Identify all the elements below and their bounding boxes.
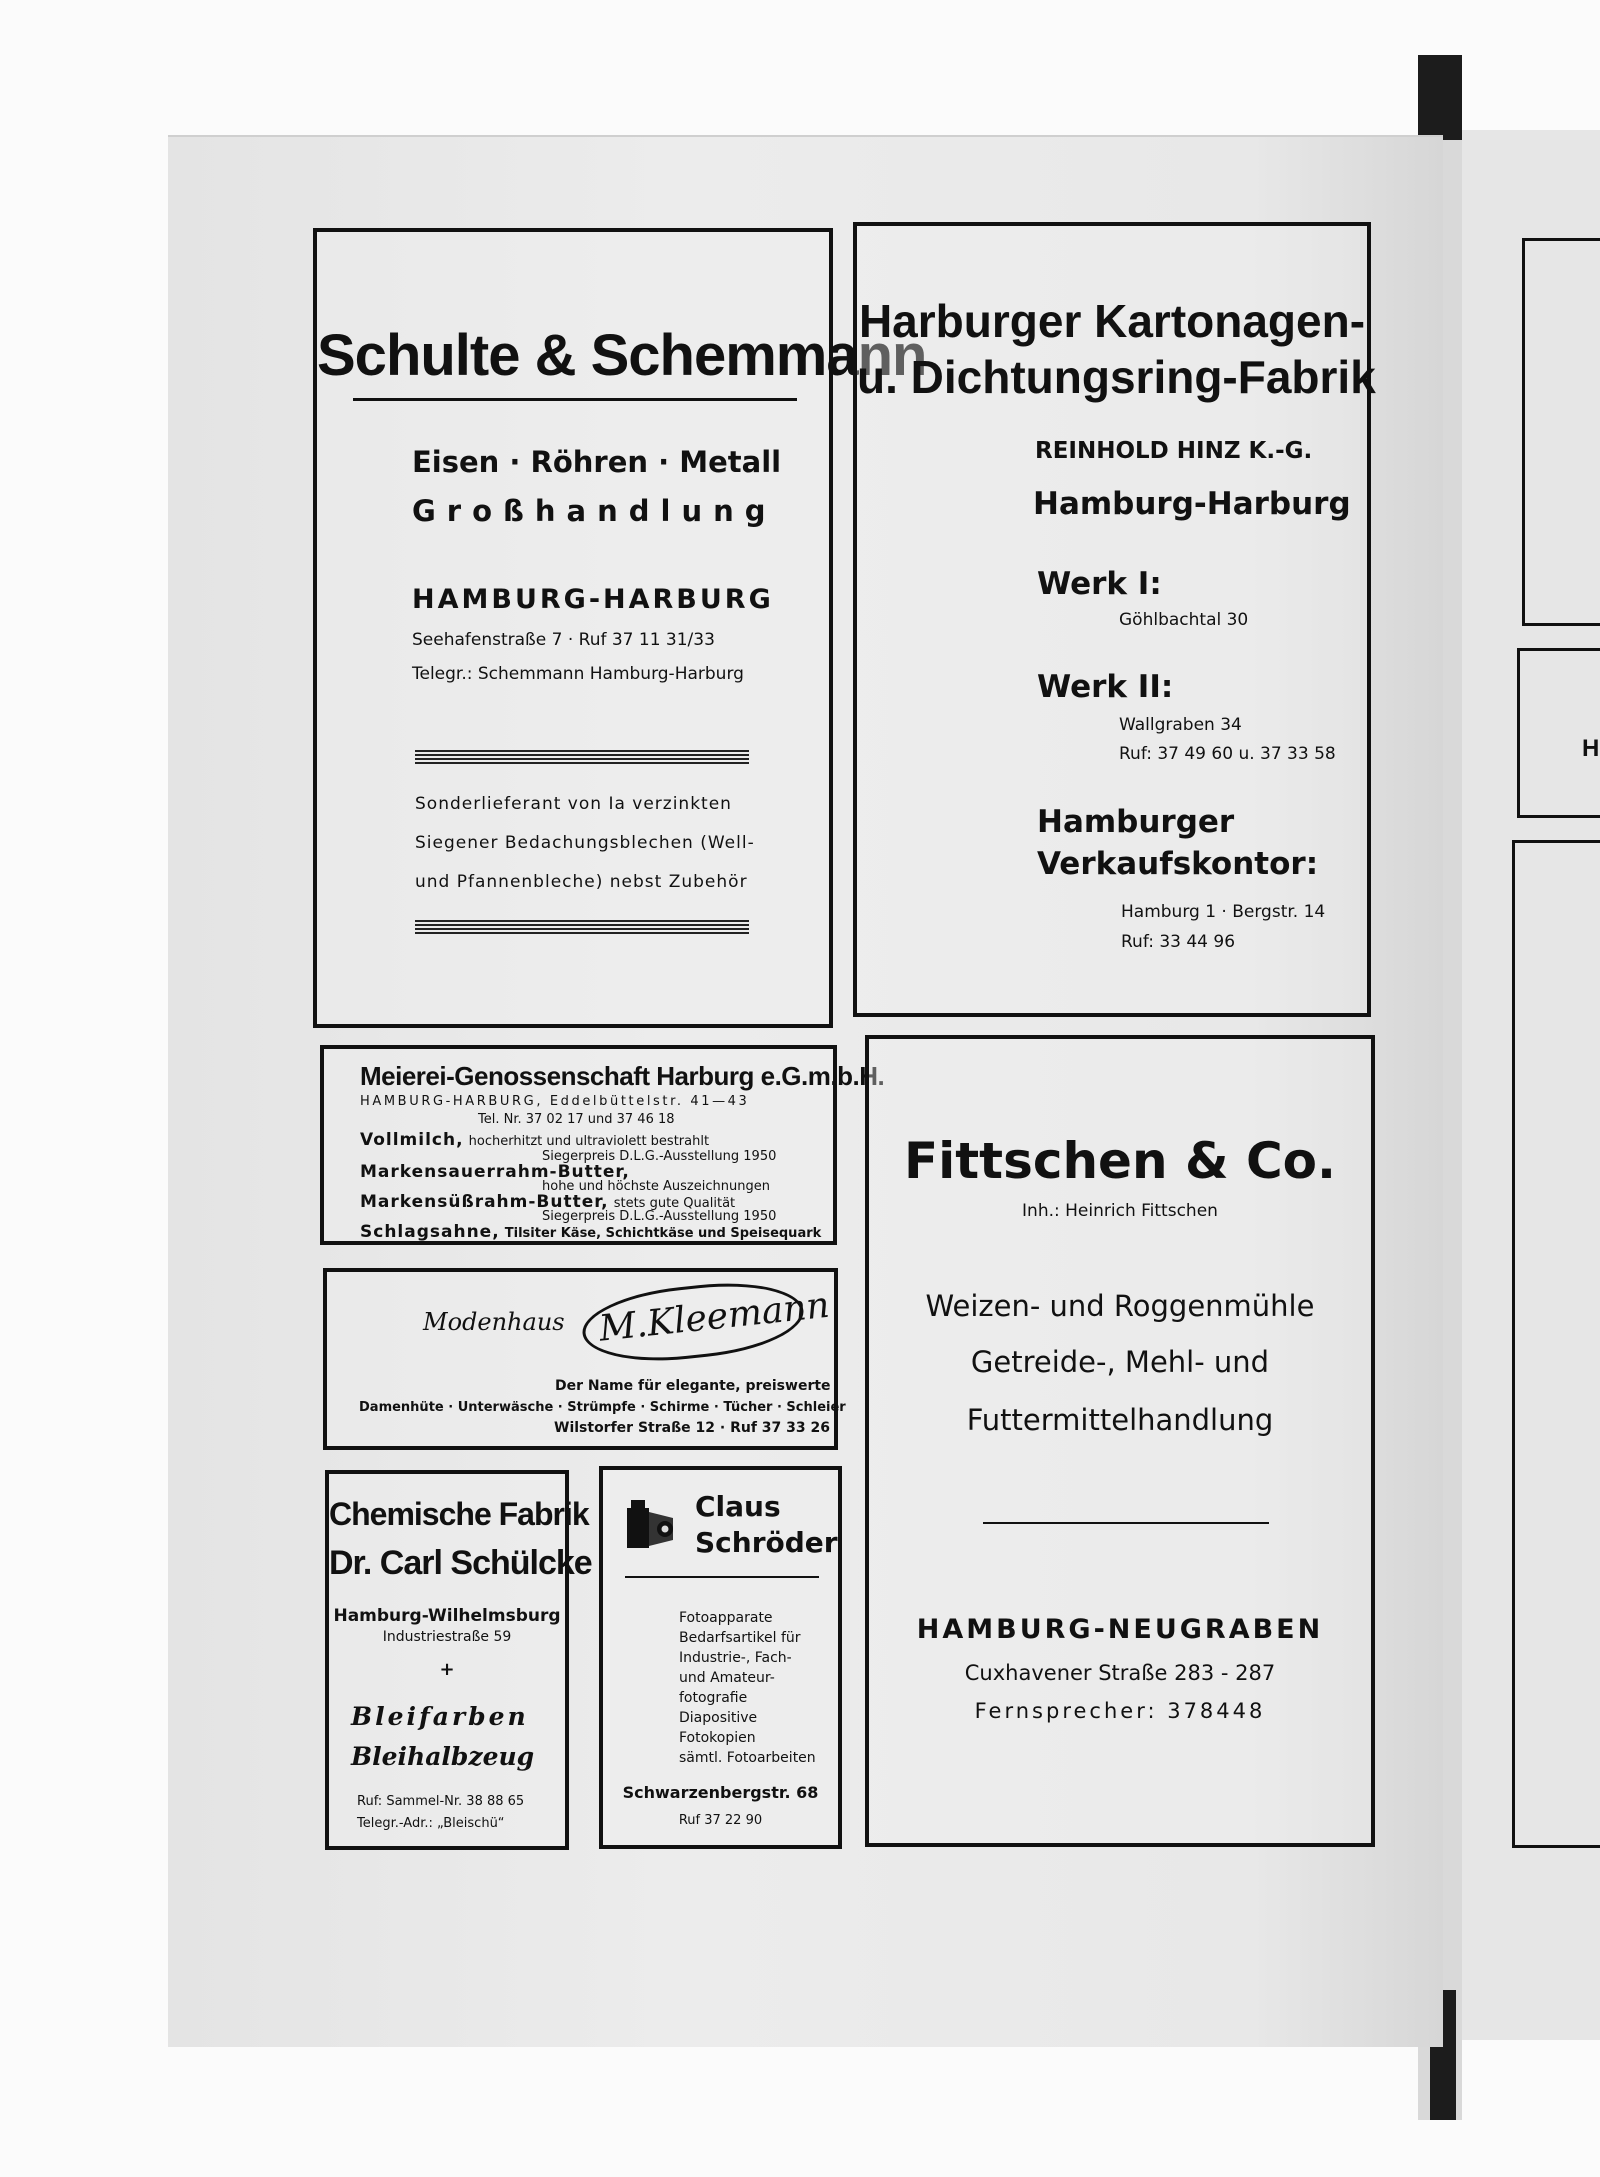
title-underline — [353, 398, 797, 401]
address: Schwarzenbergstr. 68 — [622, 1783, 819, 1802]
camera-icon — [625, 1494, 681, 1554]
service-item: Diapositive — [679, 1710, 758, 1726]
divider-line — [983, 1522, 1269, 1524]
description-line-3: und Pfannenbleche) nebst Zubehör — [415, 872, 748, 892]
city: Hamburg-Wilhelmsburg — [333, 1606, 561, 1626]
street: Industriestraße 59 — [382, 1629, 512, 1645]
city: HAMBURG-NEUGRABEN — [916, 1614, 1324, 1645]
werk-2-phone: Ruf: 37 49 60 u. 37 33 58 — [1119, 744, 1336, 764]
product-line-2: Großhandlung — [412, 494, 777, 528]
kontor-line-1: Hamburger — [1037, 804, 1235, 840]
modenhaus-label: Modenhaus — [423, 1308, 565, 1336]
service-item: Industrie-, Fach- — [679, 1650, 792, 1666]
kontor-phone: Ruf: 33 44 96 — [1121, 932, 1236, 952]
telegram: Telegr.-Adr.: „Bleischü“ — [357, 1816, 505, 1831]
address-phone: Wilstorfer Straße 12 · Ruf 37 33 26 — [554, 1420, 830, 1436]
product-4-detail: Tilsiter Käse, Schichtkäse und Speisequark — [504, 1226, 822, 1241]
title-line-1: Harburger Kartonagen- — [858, 295, 1366, 347]
product-4 — [360, 1222, 821, 1242]
company-name: Meierei-Genossenschaft Harburg e.G.m.b.H. — [360, 1061, 885, 1091]
werk-2-address: Wallgraben 34 — [1119, 715, 1242, 735]
kleemann-logo-text: M.Kleemann — [597, 1284, 832, 1350]
name-line-2: Schröder — [695, 1526, 838, 1559]
city: HAMBURG-HARBURG — [412, 584, 774, 615]
product-2-detail: hohe und höchste Auszeichnungen — [542, 1179, 770, 1194]
ad-harburger-kartonagen — [853, 222, 1376, 1017]
werk-2-label: Werk II: — [1037, 669, 1174, 705]
description-line-2: Siegener Bedachungsblechen (Well- — [415, 833, 755, 853]
right-page-box-middle — [1517, 648, 1600, 818]
city: Hamburg-Harburg — [1033, 486, 1351, 522]
address: HAMBURG-HARBURG, Eddelbüttelstr. 41—43 — [360, 1094, 750, 1109]
product-3-detail: stets gute Qualität — [613, 1196, 736, 1211]
ad-fittschen — [865, 1035, 1375, 1847]
owner: Inh.: Heinrich Fittschen — [1022, 1201, 1218, 1221]
product-1 — [360, 1130, 709, 1150]
phone: Tel. Nr. 37 02 17 und 37 46 18 — [478, 1112, 675, 1127]
product-2-name: Markensauerrahm-Butter, — [360, 1162, 630, 1182]
service-item: fotografie — [679, 1690, 748, 1706]
product-line-1: Eisen · Röhren · Metall — [412, 445, 782, 479]
ad-chemische-fabrik — [325, 1470, 592, 1850]
owner: REINHOLD HINZ K.-G. — [1035, 438, 1313, 464]
service-item: Fotokopien — [679, 1730, 756, 1746]
product-4-name: Schlagsahne, — [360, 1222, 500, 1242]
business-line-2: Getreide-, Mehl- und — [970, 1345, 1270, 1379]
kontor-line-2: Verkaufskontor: — [1037, 846, 1319, 882]
title-line-2: u. Dichtungsring-Fabrik — [857, 351, 1376, 403]
service-item: sämtl. Fotoarbeiten — [679, 1750, 816, 1766]
ad-meierei-genossenschaft — [320, 1045, 885, 1245]
service-item: und Amateur- — [679, 1670, 775, 1686]
product-1-award: Siegerpreis D.L.G.-Ausstellung 1950 — [542, 1149, 777, 1164]
ad-schulte-schemmann — [313, 228, 927, 1028]
company-name: Fittschen & Co. — [903, 1132, 1337, 1190]
product-1-name: Vollmilch, — [360, 1130, 464, 1150]
product-3-name: Markensüßrahm-Butter, — [360, 1192, 609, 1212]
phone: Fernsprecher: 378448 — [974, 1699, 1266, 1723]
product-2: Bleihalbzeug — [351, 1742, 535, 1771]
company-name: Schulte & Schemmann — [317, 323, 927, 388]
decorative-lines-top — [415, 750, 749, 764]
werk-1-address: Göhlbachtal 30 — [1119, 610, 1249, 630]
kleemann-logo — [579, 1275, 832, 1370]
telegram: Telegr.: Schemmann Hamburg-Harburg — [412, 664, 744, 684]
address: Cuxhavener Straße 283 - 287 — [964, 1661, 1276, 1685]
service-item: Bedarfsartikel für — [679, 1630, 801, 1646]
title-line-1: Chemische Fabrik — [329, 1496, 589, 1532]
ad-modenhaus-kleemann — [323, 1268, 846, 1450]
product-1-detail: hocherhitzt und ultraviolett bestrahlt — [468, 1134, 710, 1149]
spine-top-band — [1418, 55, 1462, 140]
address: Seehafenstraße 7 · Ruf 37 11 31/33 — [412, 630, 715, 650]
right-page-box-bottom — [1512, 840, 1600, 1848]
title-line-2: Dr. Carl Schülcke — [329, 1544, 592, 1582]
business-line-3: Futtermittelhandlung — [966, 1403, 1274, 1437]
product-1: Bleifarben — [351, 1702, 529, 1731]
right-page-letter: H — [1582, 735, 1600, 762]
decorative-lines-bottom — [415, 920, 749, 934]
product-list: Damenhüte · Unterwäsche · Strümpfe · Schirme · Tücher · Schleier — [359, 1400, 846, 1415]
description-line-1: Sonderlieferant von Ia verzinkten — [415, 794, 732, 814]
tagline: Der Name für elegante, preiswerte — [555, 1378, 831, 1394]
ad-claus-schroeder — [599, 1466, 842, 1849]
business-line-1: Weizen- und Roggenmühle — [925, 1289, 1315, 1323]
kontor-address: Hamburg 1 · Bergstr. 14 — [1121, 902, 1326, 922]
product-3-award: Siegerpreis D.L.G.-Ausstellung 1950 — [542, 1209, 777, 1224]
camera-icon-graphic — [625, 1494, 681, 1554]
header-rule — [625, 1576, 819, 1578]
phone: Ruf: Sammel-Nr. 38 88 65 — [357, 1794, 525, 1809]
service-item: Fotoapparate — [679, 1610, 773, 1626]
name-line-1: Claus — [695, 1490, 781, 1523]
right-page-box-top — [1522, 238, 1600, 626]
separator-cross: + — [439, 1659, 455, 1680]
phone: Ruf 37 22 90 — [678, 1813, 763, 1828]
werk-1-label: Werk I: — [1037, 566, 1162, 602]
